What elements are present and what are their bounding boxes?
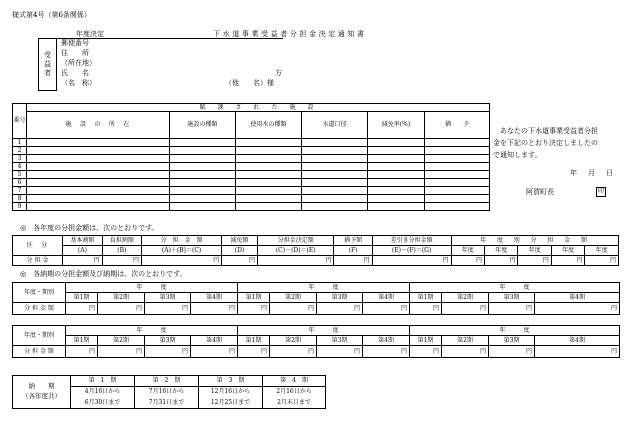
name-label: 氏 名 xyxy=(61,69,89,77)
yearly-col-header: 年度 xyxy=(585,246,619,256)
fiscal-year-header: 年 度 xyxy=(410,283,620,293)
period-header: 第4期 xyxy=(535,293,620,303)
period-header: 第4期 xyxy=(191,293,238,303)
company-name-label: （名 称） xyxy=(61,79,96,87)
installment-cell[interactable]: 円 xyxy=(98,346,145,358)
notice-line-3: で通知します。 xyxy=(493,151,542,159)
share-row-label: 分 担 金 xyxy=(13,256,63,266)
installment-cell[interactable]: 円 xyxy=(317,303,363,315)
amount-cell[interactable]: 円 xyxy=(518,256,551,266)
amount-cell[interactable]: 円 xyxy=(102,256,141,266)
installment-cell[interactable]: 円 xyxy=(410,303,442,315)
honorific-group: （他 名）様 xyxy=(225,79,274,87)
period-header: 第3期 xyxy=(317,293,363,303)
schedule-period-name: 第 1 期 xyxy=(71,376,135,387)
share-amount-sub: (A)＋(B)＝(C) xyxy=(142,246,222,256)
installment-cell[interactable]: 円 xyxy=(191,303,238,315)
official-seal: 印 xyxy=(598,188,605,195)
number-header: 番号 xyxy=(13,104,27,139)
amount-cell[interactable]: 円 xyxy=(334,256,372,266)
period-header: 第2期 xyxy=(98,293,145,303)
beneficiary-block xyxy=(38,38,283,91)
fiscal-year-header: 年 度 xyxy=(238,326,410,336)
reduction-amount-header: 減免額 xyxy=(222,236,258,246)
beneficiary-side-label: 受 益 者 xyxy=(39,39,57,91)
installment-cell[interactable]: 円 xyxy=(66,303,98,315)
row-number: 5 xyxy=(13,171,27,179)
amount-cell[interactable]: 円 xyxy=(585,256,619,266)
deferred-amount-header: 猶予額 xyxy=(334,236,372,246)
basic-amount-header: 基本割額 xyxy=(63,236,102,246)
year-period-label: 年度・期別 xyxy=(13,326,66,346)
amount-cell[interactable]: 円 xyxy=(485,256,518,266)
fiscal-year-header: 年 度 xyxy=(66,283,238,293)
period-header: 第3期 xyxy=(489,293,535,303)
amount-cell[interactable]: 円 xyxy=(551,256,584,266)
year-period-label: 年度・期別 xyxy=(13,283,66,303)
installment-table-b xyxy=(12,325,620,358)
installment-cell[interactable]: 円 xyxy=(191,346,238,358)
period-header: 第3期 xyxy=(145,336,191,346)
installment-cell[interactable]: 円 xyxy=(238,346,270,358)
schedule-from: 12月16日から xyxy=(199,387,263,398)
basic-amount-sub: (A) xyxy=(63,246,102,256)
fiscal-year-header: 年 度 xyxy=(410,326,620,336)
installment-cell[interactable]: 円 xyxy=(317,346,363,358)
amount-cell[interactable]: 円 xyxy=(222,256,258,266)
address-label: 住 所 xyxy=(61,49,89,57)
installment-cell[interactable]: 円 xyxy=(145,346,191,358)
installment-cell[interactable]: 円 xyxy=(442,303,489,315)
facility-row-cell[interactable] xyxy=(27,147,170,155)
fiscal-year-header: 年 度 xyxy=(238,283,410,293)
row-number: 3 xyxy=(13,155,27,163)
annual-amount-table xyxy=(12,235,619,266)
installment-cell[interactable]: 円 xyxy=(410,346,442,358)
reduction-rate-header: 減免率(%) xyxy=(368,112,425,139)
payment-schedule-table xyxy=(12,375,326,409)
installment-cell[interactable]: 円 xyxy=(442,346,489,358)
section2-heading: ◎ 各納期の分担金額及び納期は、次のとおりです。 xyxy=(20,270,187,278)
period-header: 第2期 xyxy=(442,336,489,346)
beneficiary-fields xyxy=(57,39,283,91)
installment-cell[interactable]: 円 xyxy=(535,303,620,315)
issuer-name: 阿賀町長 xyxy=(526,188,554,196)
yearly-col-header: 年度 xyxy=(551,246,584,256)
decision-year-label: 年度決定 xyxy=(76,30,104,38)
decided-amount-sub: (C)－(D)＝(E) xyxy=(257,246,333,256)
net-amount-sub: (E)－(F)＝(G) xyxy=(372,246,451,256)
period-header: 第3期 xyxy=(489,336,535,346)
notice-line-1: あなたの下水道事業受益者分担 xyxy=(500,127,598,135)
installment-cell[interactable]: 円 xyxy=(489,346,535,358)
facilities-table xyxy=(12,103,490,211)
period-header: 第3期 xyxy=(317,336,363,346)
deferral-header: 猶 予 xyxy=(425,112,490,139)
facilities-group-header: 賦 課 さ れ た 施 設 xyxy=(27,104,490,112)
amount-row-label: 分 担 金 額 xyxy=(13,346,66,358)
share-amount-header: 分 担 金 額 xyxy=(142,236,222,246)
notice-line-2: 金を下記のとおり決定しましたの xyxy=(493,139,598,147)
division-label: 区 分 xyxy=(13,236,63,256)
amount-cell[interactable]: 円 xyxy=(257,256,333,266)
installment-cell[interactable]: 円 xyxy=(270,346,317,358)
period-header: 第4期 xyxy=(363,293,410,303)
schedule-to: 6月30日まで xyxy=(71,398,135,409)
period-header: 第1期 xyxy=(410,336,442,346)
amount-cell[interactable]: 円 xyxy=(142,256,222,266)
burden-amount-sub: (B) xyxy=(102,246,141,256)
facility-row-cell[interactable] xyxy=(27,139,170,147)
water-type-header: 使用水の種類 xyxy=(236,112,302,139)
location-label: （所在地） xyxy=(61,59,96,67)
row-number: 7 xyxy=(13,187,27,195)
facility-location-header: 施 設 の 所 在 xyxy=(27,112,170,139)
date-month: 月 xyxy=(588,169,595,177)
schedule-to: 2月末日まで xyxy=(263,398,326,409)
date-day: 日 xyxy=(606,169,613,177)
schedule-from: 7月16日から xyxy=(135,387,199,398)
period-header: 第2期 xyxy=(270,293,317,303)
net-amount-header: 差引き分担金額 xyxy=(372,236,451,246)
decided-amount-header: 分担金決定額 xyxy=(257,236,333,246)
period-header: 第1期 xyxy=(238,293,270,303)
installment-cell[interactable]: 円 xyxy=(363,346,410,358)
period-header: 第2期 xyxy=(270,336,317,346)
pipe-diameter-header: 水道口径 xyxy=(302,112,368,139)
postal-code-label: 郵便番号 xyxy=(61,39,89,47)
installment-cell[interactable]: 円 xyxy=(66,346,98,358)
period-header: 第4期 xyxy=(535,336,620,346)
row-number: 4 xyxy=(13,163,27,171)
period-header: 第4期 xyxy=(191,336,238,346)
row-number: 8 xyxy=(13,195,27,203)
row-number: 1 xyxy=(13,139,27,147)
installment-cell[interactable]: 円 xyxy=(489,303,535,315)
yearly-col-header: 年度 xyxy=(485,246,518,256)
yearly-col-header: 年度 xyxy=(518,246,551,256)
section1-heading: ◎ 各年度の分担金額は、次のとおりです。 xyxy=(20,224,159,232)
schedule-to: 12月25日まで xyxy=(199,398,263,409)
installment-cell[interactable]: 円 xyxy=(535,346,620,358)
installment-cell[interactable]: 円 xyxy=(145,303,191,315)
facility-row-cell[interactable] xyxy=(27,179,170,187)
installment-cell[interactable]: 円 xyxy=(238,303,270,315)
yearly-col-header: 年度 xyxy=(451,246,484,256)
form-number: 様式第4号（第6条関係） xyxy=(12,11,91,19)
facility-row-cell[interactable] xyxy=(27,203,170,211)
honorific-single: 方 xyxy=(275,69,282,77)
burden-amount-header: 負担割額 xyxy=(102,236,141,246)
fiscal-year-header: 年 度 xyxy=(66,326,238,336)
schedule-period-name: 第 2 期 xyxy=(135,376,199,387)
schedule-from: 2月16日から xyxy=(263,387,326,398)
installment-table-a xyxy=(12,282,620,315)
yearly-amount-header: 年 度 別 分 担 金 額 xyxy=(451,236,618,246)
row-number: 6 xyxy=(13,179,27,187)
schedule-period-name: 第 4 期 xyxy=(263,376,326,387)
payment-schedule-label: 納 期 （各年度共） xyxy=(13,376,71,409)
amount-row-label: 分 担 金 額 xyxy=(13,303,66,315)
deferred-amount-sub: (F) xyxy=(334,246,372,256)
document-title: 下水道事業受益者分担金決定通知書 xyxy=(213,30,367,38)
row-number: 2 xyxy=(13,147,27,155)
period-header: 第2期 xyxy=(442,293,489,303)
period-header: 第2期 xyxy=(98,336,145,346)
period-header: 第1期 xyxy=(238,336,270,346)
facility-row-cell[interactable] xyxy=(27,187,170,195)
schedule-to: 7月31日まで xyxy=(135,398,199,409)
period-header: 第1期 xyxy=(410,293,442,303)
amount-cell[interactable]: 円 xyxy=(63,256,102,266)
period-header: 第4期 xyxy=(363,336,410,346)
installment-cell[interactable]: 円 xyxy=(270,303,317,315)
row-number: 9 xyxy=(13,203,27,211)
facility-row-cell[interactable] xyxy=(27,195,170,203)
schedule-from: 4月16日から xyxy=(71,387,135,398)
facility-row-cell[interactable] xyxy=(27,171,170,179)
facility-type-header: 施設の種類 xyxy=(170,112,236,139)
schedule-period-name: 第 3 期 xyxy=(199,376,263,387)
facility-row-cell[interactable] xyxy=(27,163,170,171)
facility-row-cell[interactable] xyxy=(27,155,170,163)
period-header: 第1期 xyxy=(66,336,98,346)
amount-cell[interactable]: 円 xyxy=(451,256,484,266)
date-year: 年 xyxy=(570,169,577,177)
reduction-amount-sub: (D) xyxy=(222,246,258,256)
amount-cell[interactable]: 円 xyxy=(372,256,451,266)
installment-cell[interactable]: 円 xyxy=(98,303,145,315)
period-header: 第3期 xyxy=(145,293,191,303)
period-header: 第1期 xyxy=(66,293,98,303)
installment-cell[interactable]: 円 xyxy=(363,303,410,315)
